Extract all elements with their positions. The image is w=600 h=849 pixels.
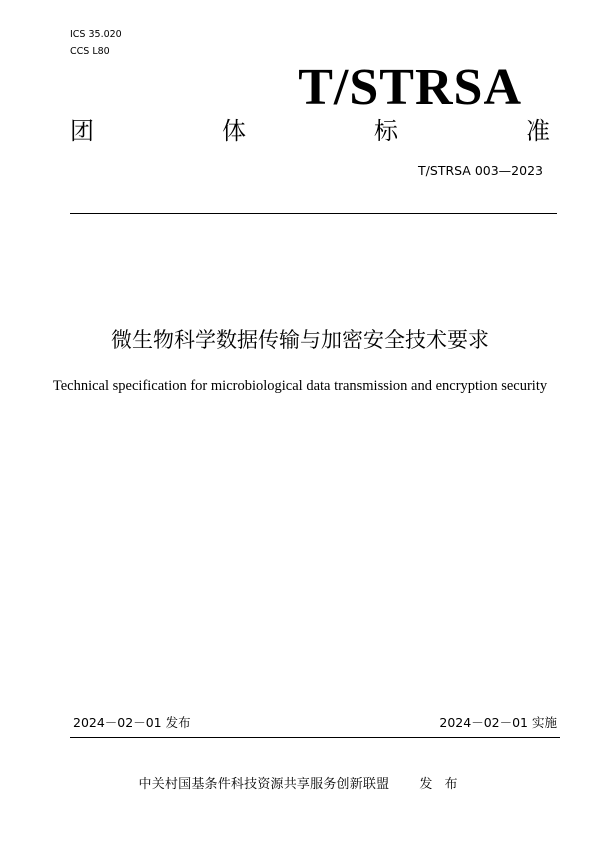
ics-code: ICS 35.020 [70, 29, 122, 40]
publisher-line [0, 776, 600, 794]
standard-type-char: 体 [222, 117, 246, 145]
standard-type-char: 团 [70, 117, 94, 145]
publish-action: 发 布 [419, 777, 462, 792]
organization-code: T/STRSA [298, 59, 522, 116]
standard-number: T/STRSA 003—2023 [418, 163, 543, 178]
standard-type-char: 准 [526, 117, 550, 145]
document-title-english: Technical specification for microbiological data transmission and encryption security [52, 378, 548, 394]
footer-divider [70, 737, 560, 738]
publisher-name: 中关村国基条件科技资源共享服务创新联盟 [138, 777, 390, 792]
standard-type-char: 标 [374, 117, 398, 145]
header-divider [70, 213, 557, 214]
document-title-chinese: 微生物科学数据传输与加密安全技术要求 [111, 328, 489, 352]
standard-type [70, 117, 550, 145]
ccs-code: CCS L80 [70, 46, 110, 57]
issue-date: 2024－02－01 发布 [73, 715, 191, 730]
implementation-date: 2024－02－01 实施 [439, 715, 557, 730]
